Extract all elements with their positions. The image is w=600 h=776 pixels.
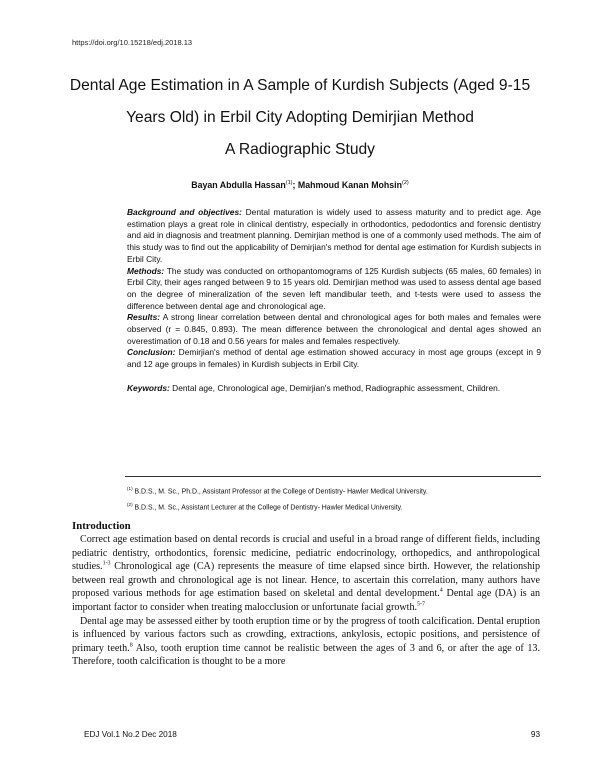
- journal-info: EDJ Vol.1 No.2 Dec 2018: [84, 730, 177, 739]
- background-text: Dental maturation is widely used to assess maturity and to predict age. Age estimation plays a great role in clinical dentistry, especially in orthodontics, pedodontics and forensic dentistry and aid in diagnosis and treatment planning. Demirjian method is one of a commonly used methods. The aim of this study was to find out the applicability of Demirjian's method for dental age estimation for Kurdish subjects in Erbil City.: [127, 207, 541, 264]
- abstract: [127, 207, 541, 395]
- doi-link[interactable]: https://doi.org/10.15218/edj.2018.13: [72, 38, 193, 47]
- abstract-conclusion: [127, 347, 541, 370]
- methods-text: The study was conducted on orthopantomograms of 125 Kurdish subjects (65 males, 60 females) in Erbil City, their ages ranged between 9 to 15 years old. Demirjian method was used to assess dental age based on the degree of mineralization of the seven left mandibular teeth, and t-tests were used to assess the difference between dental age and chronological age.: [127, 265, 541, 311]
- footnotes: [127, 483, 547, 514]
- footnote-1-text: B.D.S., M. Sc., Ph.D., Assistant Professor at the College of Dentistry- Hawler Medical University.: [132, 488, 428, 496]
- intro-paragraph-1: [72, 533, 540, 615]
- author-1-mark: (1): [285, 180, 293, 187]
- background-label: Background and objectives:: [127, 207, 242, 217]
- results-label: Results:: [127, 312, 161, 323]
- footnote-divider: [125, 476, 541, 477]
- title-line-1: Dental Age Estimation in A Sample of Kurdish Subjects (Aged 9-15: [69, 77, 531, 94]
- citation-ref: 8: [129, 642, 133, 649]
- abstract-methods: [127, 266, 541, 313]
- citation-ref: 5-7: [417, 601, 426, 608]
- author-2-name: Mahmoud Kanan Mohsin: [297, 180, 402, 190]
- results-text: A strong linear correlation between dental and chronological ages for both males and females were observed (r = 0.845, 0.893). The mean difference between the chronological and dental ages showed an overestimation of 0.18 and 0.56 years for males and females respectively.: [127, 312, 541, 346]
- footnote-2: [127, 499, 547, 515]
- abstract-background: [127, 207, 541, 266]
- author-list: [60, 180, 540, 190]
- paper-title: [60, 70, 540, 166]
- intro-p1-text-a: Correct age estimation based on dental records is crucial and useful in a broad range of different fields, including pediatric dentistry, orthodontics, forensic medicine, pediatric endocrinology, orthopedics, and anthropological studies.: [72, 534, 540, 573]
- author-separator: ;: [292, 180, 298, 190]
- abstract-keywords: [127, 383, 541, 395]
- author-1-name: Bayan Abdulla Hassan: [191, 180, 286, 190]
- intro-paragraph-2: [72, 615, 540, 669]
- author-2-mark: (2): [401, 180, 409, 187]
- footnote-1-mark: (1): [127, 486, 133, 491]
- keywords-label: Keywords:: [127, 382, 170, 393]
- title-line-3: A Radiographic Study: [225, 141, 375, 158]
- keywords-text: Dental age, Chronological age, Demirjian's method, Radiographic assessment, Children.: [169, 382, 501, 393]
- footnote-2-text: B.D.S., M. Sc., Assistant Lecturer at the College of Dentistry- Hawler Medical University.: [132, 503, 403, 511]
- intro-p2-text-a: Dental age may be assessed either by tooth eruption time or by the progress of tooth calcification. Dental eruption is influenced by various factors such as crowding, extractions, ankylosis, ectopic positions, and persistence of primary teeth.: [72, 615, 540, 654]
- footnote-1: [127, 483, 547, 499]
- title-line-2: Years Old) in Erbil City Adopting Demirjian Method: [126, 109, 474, 126]
- methods-label: Methods:: [127, 265, 165, 276]
- section-heading-introduction: Introduction: [72, 520, 131, 532]
- abstract-results: [127, 312, 541, 347]
- conclusion-text: Demirjian's method of dental age estimation showed accuracy in most age groups (except in 9 and 12 age groups in females) in Kurdish subjects in Erbil City.: [127, 347, 541, 370]
- citation-ref: 4: [439, 588, 443, 595]
- citation-ref: 1-3: [102, 560, 111, 567]
- footnote-2-mark: (2): [127, 501, 133, 507]
- intro-p1-text-b: Chronological age (CA) represents the measure of time elapsed since birth. However, the relationship between real growth and chronological age is not linear. Hence, to ascertain this correlation, many authors have proposed various methods for age estimation based on skeletal and dental development.: [72, 561, 540, 600]
- intro-p2-text-b: Also, tooth eruption time cannot be realistic between the ages of 3 and 6, or after the age of 13. Therefore, tooth calcification is thought to be a more: [72, 642, 540, 668]
- introduction-body: [72, 533, 540, 669]
- conclusion-label: Conclusion:: [127, 347, 176, 358]
- page-number: 93: [530, 730, 540, 739]
- intro-p1-text-c: Dental age (DA) is an important factor to consider when treating malocclusion or unfortunate facial growth.: [72, 588, 540, 613]
